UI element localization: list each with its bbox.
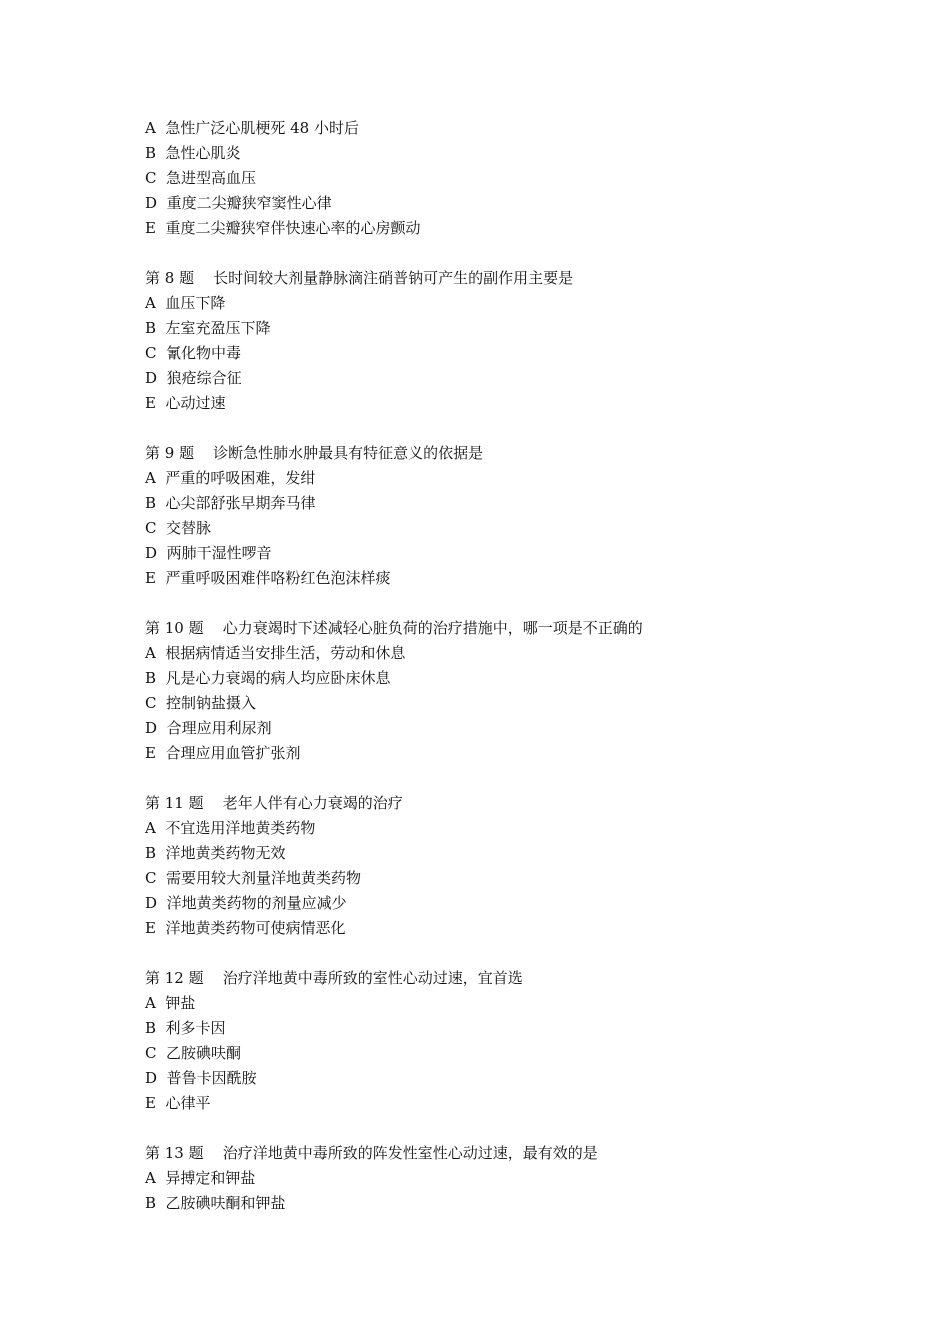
option-e: E 心律平: [145, 1094, 211, 1112]
question-block: [145, 1141, 865, 1216]
option-d: D 洋地黄类药物的剂量应减少: [145, 894, 347, 912]
option-d: D 普鲁卡因酰胺: [145, 1069, 257, 1087]
question-block: [145, 616, 865, 766]
option-c: C 急进型高血压: [145, 169, 257, 187]
option-c: C 氰化物中毒: [145, 344, 242, 362]
option-c: C 控制钠盐摄入: [145, 694, 257, 712]
document-page: [145, 116, 865, 1216]
option-c: C 乙胺碘呋酮: [145, 1044, 242, 1062]
block-spacer: [145, 766, 865, 791]
block-spacer: [145, 591, 865, 616]
question-text: 第 12 题 治疗洋地黄中毒所致的室性心动过速，宜首选: [145, 969, 523, 987]
option-b: B 乙胺碘呋酮和钾盐: [145, 1194, 286, 1212]
option-a: A 急性广泛心肌梗死 48 小时后: [145, 119, 359, 137]
option-b: B 急性心肌炎: [145, 144, 241, 162]
question-text: 第 13 题 治疗洋地黄中毒所致的阵发性室性心动过速，最有效的是: [145, 1144, 598, 1162]
block-spacer: [145, 241, 865, 266]
option-b: B 利多卡因: [145, 1019, 226, 1037]
option-a: A 异搏定和钾盐: [145, 1169, 256, 1187]
option-d: D 狼疮综合征: [145, 369, 242, 387]
question-block: [145, 791, 865, 941]
option-b: B 左室充盈压下降: [145, 319, 271, 337]
option-c: C 需要用较大剂量洋地黄类药物: [145, 869, 362, 887]
option-b: B 心尖部舒张早期奔马律: [145, 494, 316, 512]
option-e: E 严重呼吸困难伴咯粉红色泡沫样痰: [145, 569, 391, 587]
option-b: B 凡是心力衰竭的病人均应卧床休息: [145, 669, 391, 687]
question-text: 第 11 题 老年人伴有心力衰竭的治疗: [145, 794, 403, 812]
question-block: [145, 116, 865, 241]
option-d: D 合理应用利尿剂: [145, 719, 272, 737]
option-a: A 严重的呼吸困难，发绀: [145, 469, 316, 487]
option-e: E 心动过速: [145, 394, 226, 412]
question-text: 第 8 题 长时间较大剂量静脉滴注硝普钠可产生的副作用主要是: [145, 269, 574, 287]
question-block: [145, 441, 865, 591]
option-e: E 重度二尖瓣狭窄伴快速心率的心房颤动: [145, 219, 421, 237]
option-b: B 洋地黄类药物无效: [145, 844, 286, 862]
option-e: E 洋地黄类药物可使病情恶化: [145, 919, 346, 937]
block-spacer: [145, 941, 865, 966]
option-d: D 重度二尖瓣狭窄窦性心律: [145, 194, 332, 212]
option-c: C 交替脉: [145, 519, 212, 537]
question-text: 第 9 题 诊断急性肺水肿最具有特征意义的依据是: [145, 444, 484, 462]
option-a: A 血压下降: [145, 294, 226, 312]
option-e: E 合理应用血管扩张剂: [145, 744, 301, 762]
block-spacer: [145, 416, 865, 441]
option-a: A 钾盐: [145, 994, 196, 1012]
option-d: D 两肺干湿性啰音: [145, 544, 272, 562]
option-a: A 不宜选用洋地黄类药物: [145, 819, 316, 837]
question-text: 第 10 题 心力衰竭时下述减轻心脏负荷的治疗措施中，哪一项是不正确的: [145, 619, 643, 637]
question-block: [145, 966, 865, 1116]
question-block: [145, 266, 865, 416]
block-spacer: [145, 1116, 865, 1141]
option-a: A 根据病情适当安排生活，劳动和休息: [145, 644, 406, 662]
